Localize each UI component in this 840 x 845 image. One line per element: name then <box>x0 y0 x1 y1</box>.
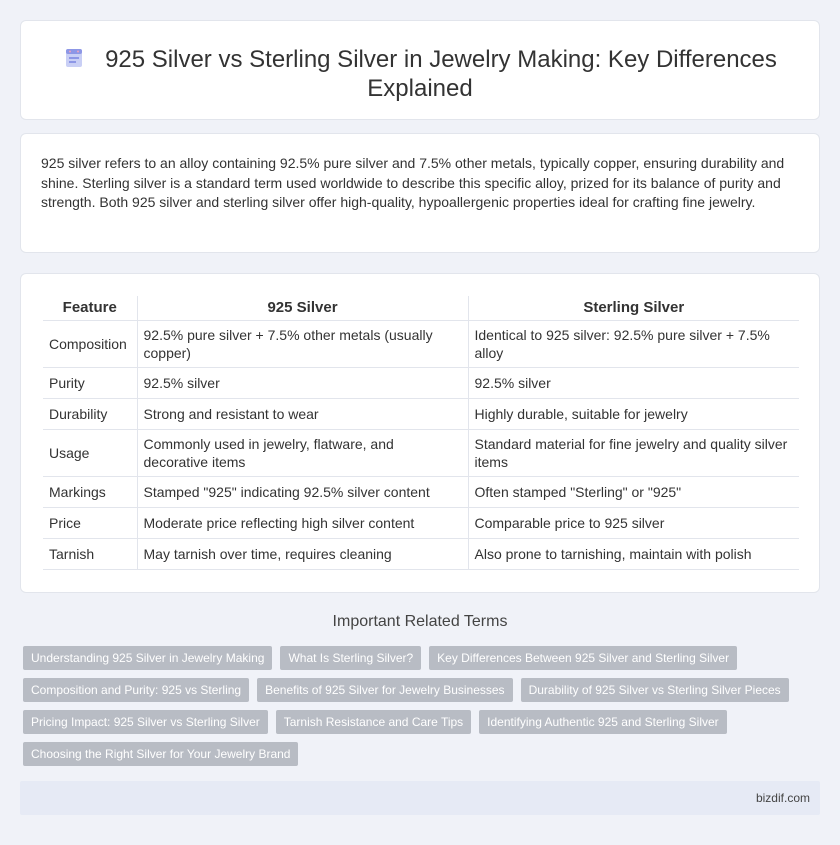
table-cell: May tarnish over time, requires cleaning <box>137 538 468 569</box>
tag-row <box>23 678 823 702</box>
related-tag[interactable]: Pricing Impact: 925 Silver vs Sterling Silver <box>23 710 268 734</box>
related-tag[interactable]: Tarnish Resistance and Care Tips <box>276 710 471 734</box>
table-row <box>43 507 799 538</box>
table-row <box>43 429 799 476</box>
header-sterling-silver: Sterling Silver <box>468 296 799 320</box>
related-tag[interactable]: What Is Sterling Silver? <box>280 646 421 670</box>
table-row <box>43 538 799 569</box>
table-cell: Highly durable, suitable for jewelry <box>468 398 799 429</box>
related-tag[interactable]: Understanding 925 Silver in Jewelry Making <box>23 646 272 670</box>
comparison-card <box>20 273 820 593</box>
related-terms-title: Important Related Terms <box>332 613 508 630</box>
table-cell: Standard material for fine jewelry and quality silver items <box>468 429 799 476</box>
footer-site-link[interactable]: bizdif.com <box>755 791 810 805</box>
table-cell: Strong and resistant to wear <box>137 398 468 429</box>
table-cell: Usage <box>43 429 137 476</box>
table-cell: Often stamped "Sterling" or "925" <box>468 476 799 507</box>
table-cell: Commonly used in jewelry, flatware, and decorative items <box>137 429 468 476</box>
related-terms-tags <box>23 646 823 774</box>
related-tag[interactable]: Choosing the Right Silver for Your Jewelry Brand <box>23 742 298 766</box>
tag-row <box>23 646 823 670</box>
related-tag[interactable]: Identifying Authentic 925 and Sterling Silver <box>479 710 726 734</box>
table-cell: Purity <box>43 367 137 398</box>
intro-text: 925 silver refers to an alloy containing 92.5% pure silver and 7.5% other metals, typically copper, ensuring durability and shine. Sterling silver is a standard term used worldwide to describe this specific alloy, prized for its balance of purity and strength. Both 925 silver and sterling silver offer high-quality, hypoallergenic properties ideal for crafting fine jewelry. <box>41 155 785 210</box>
tag-row <box>23 742 823 766</box>
table-row <box>43 398 799 429</box>
related-tag[interactable]: Durability of 925 Silver vs Sterling Silver Pieces <box>521 678 789 702</box>
related-tag[interactable]: Benefits of 925 Silver for Jewelry Businesses <box>257 678 512 702</box>
table-cell: Identical to 925 silver: 92.5% pure silver + 7.5% alloy <box>468 320 799 367</box>
table-cell: Markings <box>43 476 137 507</box>
header-feature: Feature <box>43 296 137 320</box>
table-row <box>43 320 799 367</box>
table-cell: Moderate price reflecting high silver content <box>137 507 468 538</box>
table-cell: Durability <box>43 398 137 429</box>
related-tag[interactable]: Composition and Purity: 925 vs Sterling <box>23 678 249 702</box>
intro-card <box>20 133 820 253</box>
header-card <box>20 20 820 120</box>
header-925-silver: 925 Silver <box>137 296 468 320</box>
table-cell: 92.5% pure silver + 7.5% other metals (usually copper) <box>137 320 468 367</box>
table-row <box>43 367 799 398</box>
table-cell: Composition <box>43 320 137 367</box>
table-cell: Tarnish <box>43 538 137 569</box>
table-row <box>43 476 799 507</box>
comparison-table <box>43 296 799 570</box>
footer <box>20 781 820 815</box>
tag-row <box>23 710 823 734</box>
table-cell: Also prone to tarnishing, maintain with polish <box>468 538 799 569</box>
document-icon <box>63 47 85 69</box>
page-title: 925 Silver vs Sterling Silver in Jewelry Making: Key Differences Explained <box>105 46 777 102</box>
table-header-row <box>43 296 799 320</box>
table-cell: Comparable price to 925 silver <box>468 507 799 538</box>
table-cell: Price <box>43 507 137 538</box>
related-tag[interactable]: Key Differences Between 925 Silver and Sterling Silver <box>429 646 737 670</box>
table-cell: 92.5% silver <box>468 367 799 398</box>
table-cell: 92.5% silver <box>137 367 468 398</box>
table-cell: Stamped "925" indicating 92.5% silver content <box>137 476 468 507</box>
title-wrap <box>21 45 819 103</box>
